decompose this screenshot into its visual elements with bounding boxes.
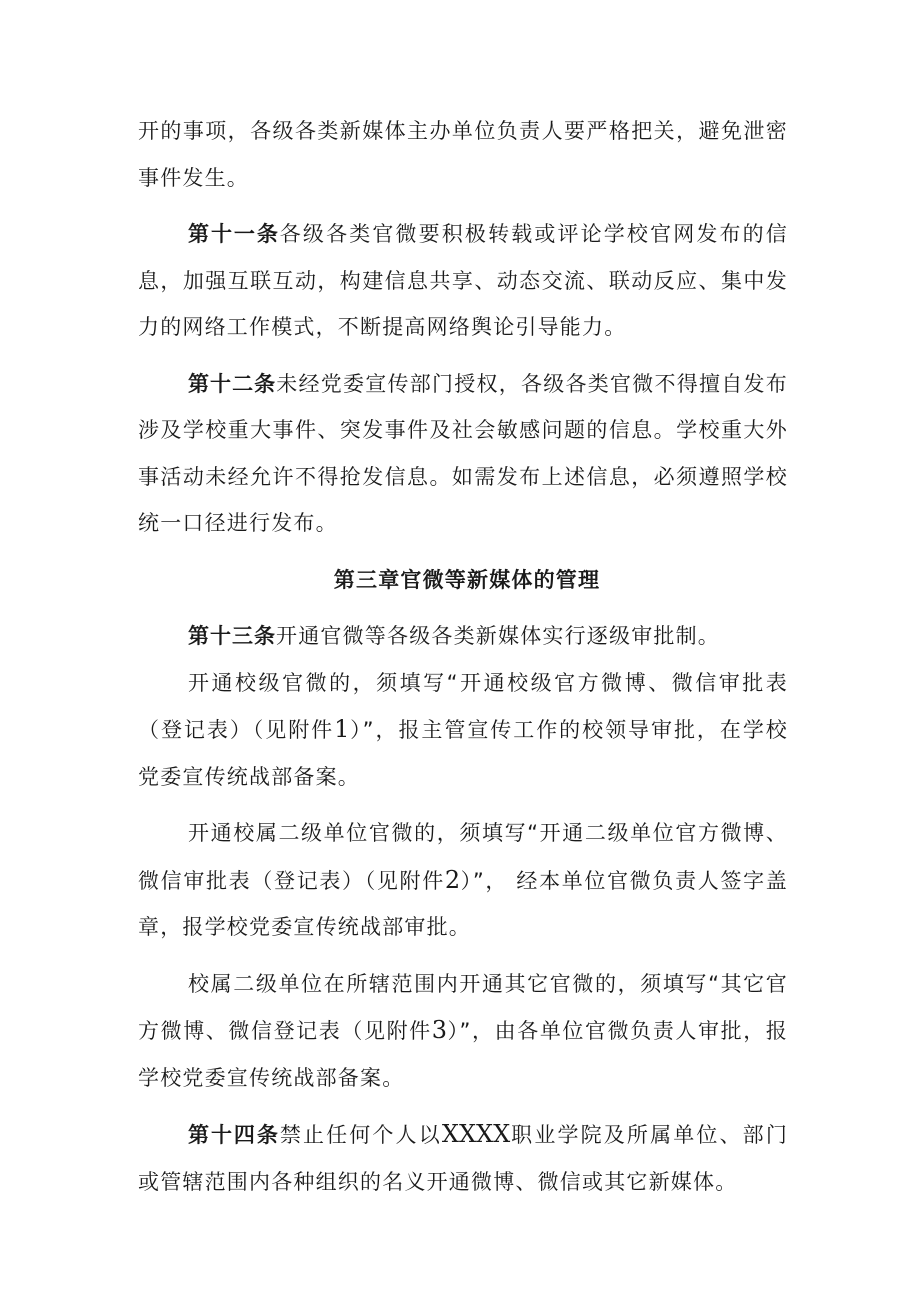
institution-placeholder: XXXX — [441, 1120, 511, 1148]
paragraph-text: 开通校属二级单位官微的，须填写“开通二级单位官方微博、微信审批表（登记表）（见附件 — [138, 821, 788, 893]
article-text: 职业学院及所属单位、部门或管辖范围内各种组织的名义开通微博、微信或其它新媒体。 — [138, 1123, 789, 1194]
attachment-number: 1 — [334, 715, 350, 743]
article-text: 各级各类官微要积极转载或评论学校官网发布的信息，加强互联互动，构建信息共享、动态交流、联动反应、集中发力的网络工作模式，不断提高网络舆论引导能力。 — [138, 222, 788, 339]
article-13 — [138, 613, 788, 660]
article-12 — [138, 361, 788, 547]
paragraph-text: 开通校级官微的，须填写“开通校级官方微博、微信审批表（登记表）（见附件 — [138, 670, 788, 742]
article-text: 开通官微等各级各类新媒体实行逐级审批制。 — [276, 624, 720, 648]
paragraph-text: ）”，由各单位官微负责人审批，报学校党委宣传统战部备案。 — [138, 1019, 789, 1090]
attachment-number: 3 — [431, 1016, 448, 1044]
paragraph-text: ）”， 经本单位官微负责人签字盖章，报学校党委宣传统战部审批。 — [138, 868, 788, 939]
paragraph-text: ）”，报主管宣传工作的校领导审批，在学校党委宣传统战部备案。 — [138, 718, 788, 789]
paragraph-other-accounts — [138, 961, 788, 1102]
paragraph-secondary-unit — [138, 810, 788, 951]
article-label: 第十二条 — [188, 371, 277, 396]
article-text: 禁止任何个人以 — [279, 1123, 442, 1147]
paragraph-continuation — [138, 108, 788, 201]
paragraph-text: 校属二级单位在所辖范围内开通其它官微的，须填写“其它官方微博、微信登记表（见附件 — [138, 971, 788, 1043]
paragraph-text: 开的事项，各级各类新媒体主办单位负责人要严格把关，避免泄密事件发生。 — [138, 119, 788, 190]
article-14 — [138, 1111, 788, 1205]
paragraph-school-level — [138, 660, 788, 801]
article-label: 第十一条 — [188, 222, 280, 246]
article-text: 未经党委宣传部门授权，各级各类官微不得擅自发布涉及学校重大事件、突发事件及社会敏感问题的信息。学校重大外事活动未经允许不得抢发信息。如需发布上述信息，必须遵照学校统一口径进行发布。 — [138, 371, 788, 535]
attachment-number: 2 — [444, 865, 461, 894]
document-body — [138, 108, 788, 1205]
chapter-heading: 第三章官微等新媒体的管理 — [333, 567, 601, 592]
article-11 — [138, 211, 788, 351]
article-label: 第十三条 — [188, 624, 276, 648]
article-label: 第十四条 — [188, 1123, 280, 1147]
